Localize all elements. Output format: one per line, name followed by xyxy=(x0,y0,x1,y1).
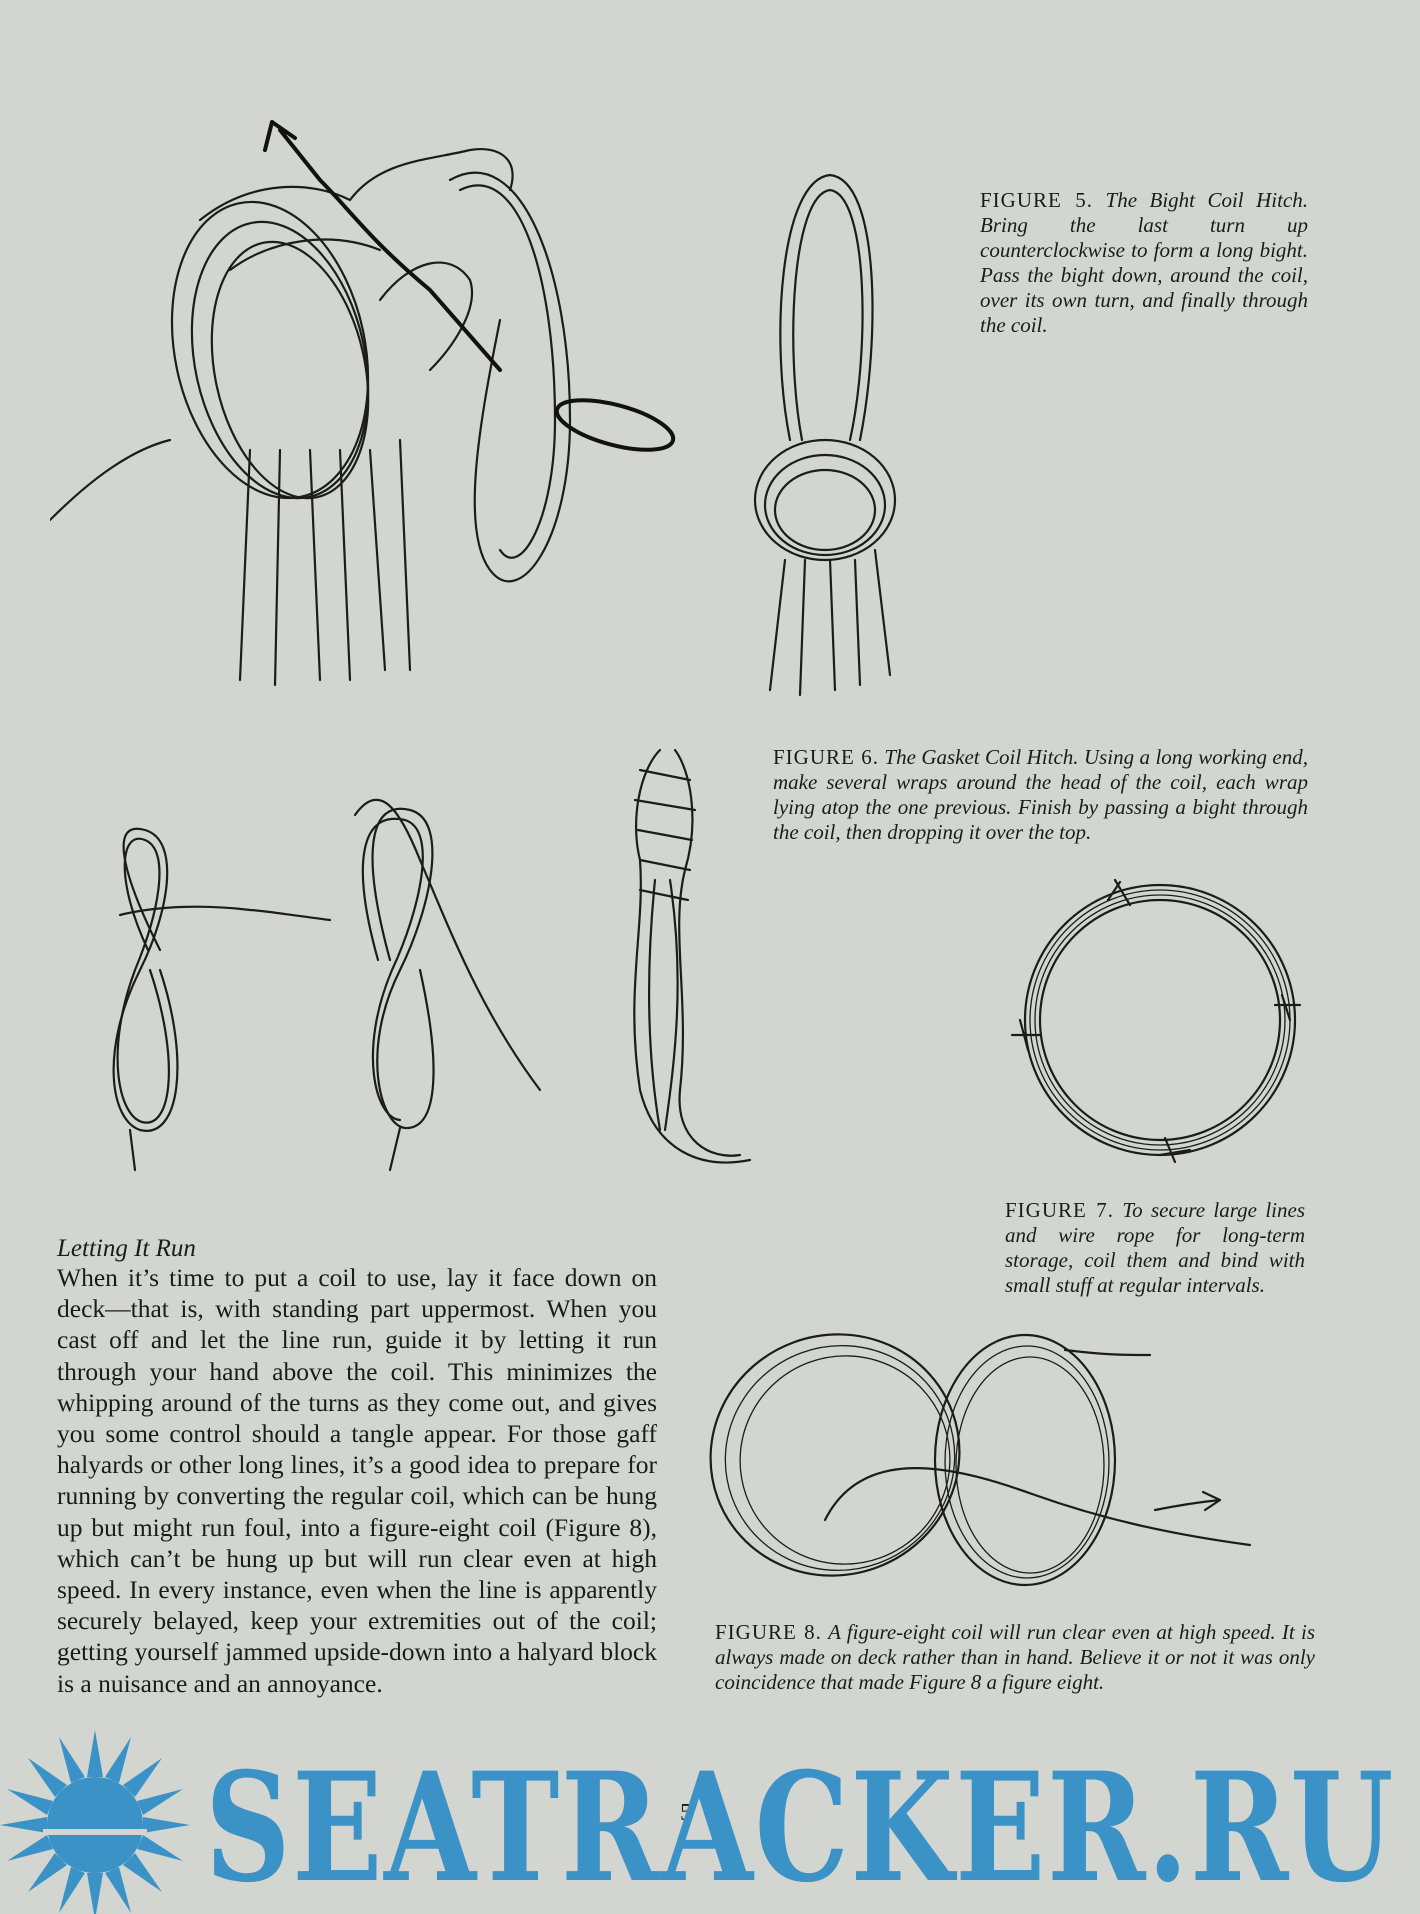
coil-turns-icon xyxy=(146,184,410,685)
arrow-icon xyxy=(280,130,500,370)
bight-coil-hitch-icon xyxy=(755,175,895,695)
section-body: When it’s time to put a coil to use, lay it face down on deck—that is, with standing part uppermost. When you cast off and let the line run, guide it by letting it run through your hand above the coil. This minimizes the whipping around of the turns as they come out, and gives you some control should a tangle appear. For those gaff halyards or other long lines, it’s a good idea to prepare for running by converting the regular coil, which can be hung up but might run foul, into a figure-eight coil (Figure 8), which can’t be hung up but will run clear even at high speed. In every instance, even when the line is apparently securely belayed, keep your extremities out of the coil; getting yourself jammed upside-down into a halyard block is a nuisance and an annoyance. xyxy=(57,1263,657,1698)
figure-6-text: The Gasket Coil Hitch. Using a long working end, make several wraps around the head of the coil, each wrap lying atop the one previous. Finish by passing a bight through the coil, then dropping it over the top. xyxy=(773,745,1309,844)
page-number: 5 xyxy=(680,1800,692,1826)
watermark xyxy=(0,1730,1420,1914)
figure-6-caption xyxy=(773,745,1308,845)
figure-6-illustration xyxy=(100,730,820,1190)
figure-7-illustration xyxy=(1000,870,1320,1170)
watermark-text: SEATRACKER.RU xyxy=(205,1740,1395,1914)
figure-7-text: To secure large lines and wire rope for long-term storage, coil them and bind with small stuff at regular intervals. xyxy=(1005,1198,1306,1297)
figure-8-caption xyxy=(715,1620,1315,1695)
arrow-icon xyxy=(1155,1492,1220,1510)
figure-5-illustration xyxy=(50,120,950,700)
sun-logo-icon xyxy=(0,1730,190,1914)
hand-outline-icon xyxy=(50,440,170,520)
figure-5-caption xyxy=(980,188,1308,338)
gasket-hitch-step1-icon xyxy=(114,829,330,1170)
figure-6-label: FIGURE 6. xyxy=(773,745,879,769)
gasket-hitch-step3-icon xyxy=(634,750,750,1162)
figure-eight-coil-icon xyxy=(705,1320,1250,1610)
gasket-hitch-step2-icon xyxy=(355,800,540,1170)
figure-5-text: The Bight Coil Hitch. Bring the last turn up counterclockwise to form a long bight. Pass the bight down, around the coil, over its own turn, and finally through the coil. xyxy=(980,188,1309,337)
figure-8-text: A figure-eight coil will run clear even at high speed. It is always made on deck rather than in hand. Believe it or not it was only coincidence that made Figure 8 a figure eight. xyxy=(715,1620,1315,1694)
figure-8-illustration xyxy=(705,1320,1265,1610)
figure-7-caption xyxy=(1005,1198,1305,1298)
figure-5-label: FIGURE 5. xyxy=(980,188,1094,212)
figure-7-label: FIGURE 7. xyxy=(1005,1198,1114,1222)
section-heading: Letting It Run xyxy=(57,1235,196,1262)
bound-coil-icon xyxy=(1012,880,1300,1162)
figure-8-label: FIGURE 8. xyxy=(715,1620,822,1644)
